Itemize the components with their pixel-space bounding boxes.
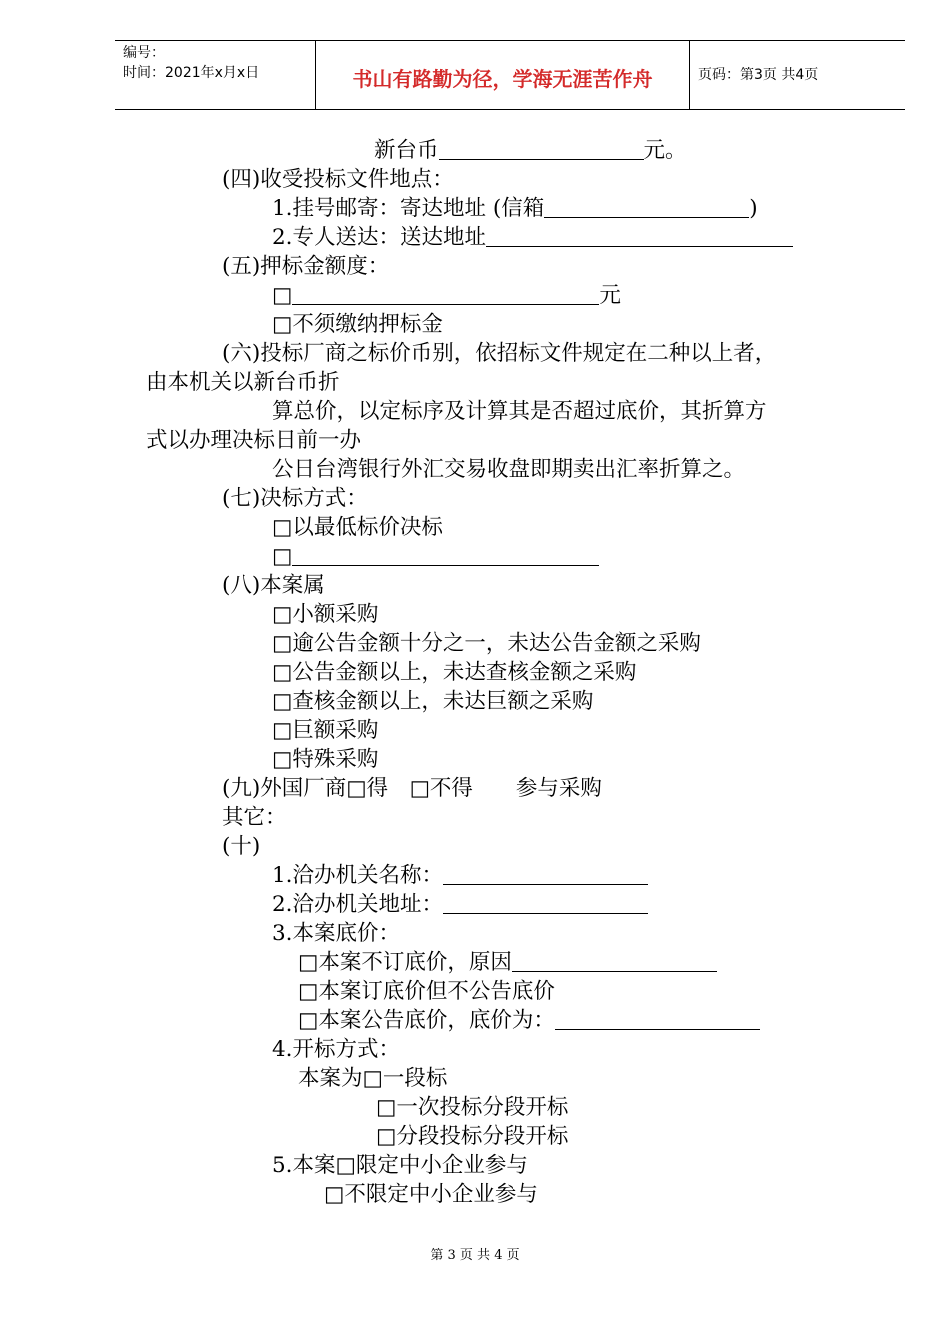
header-meta-cell (115, 41, 316, 109)
checkbox-option: □不须缴纳押标金 (272, 312, 443, 337)
page-footer: 第 3 页 共 4 页 (430, 1248, 520, 1263)
checkbox-option: □本案不订底价，原因 (298, 948, 717, 977)
header-motto: 书山有路勤为径，学海无涯苦作舟 (352, 67, 653, 91)
checkbox-option: □巨额采购 (272, 718, 379, 743)
checkbox-option: □本案订底价但不公告底价 (298, 979, 555, 1004)
checkbox-option: □ (272, 542, 599, 571)
section-heading: (八)本案属 (222, 573, 325, 598)
checkbox-option: □逾公告金额十分之一，未达公告金额之采购 (272, 631, 701, 656)
fill-blank (292, 284, 599, 305)
header-page-cell (690, 41, 905, 109)
doc-time-label: 时间：2021年x月x日 (123, 65, 260, 81)
page-header (115, 40, 905, 110)
checkbox-option: □以最低标价决标 (272, 515, 443, 540)
section-heading: (五)押标金额度： (222, 254, 390, 279)
checkbox-option: □ 元 (272, 283, 621, 308)
checkbox-option: □分段投标分段开标 (376, 1124, 569, 1149)
fill-blank (443, 893, 648, 914)
checkbox-option: □小额采购 (272, 602, 379, 627)
fill-blank (439, 139, 644, 160)
header-page-info: 页码：第3页 共4页 (698, 67, 819, 83)
fill-blank (512, 951, 717, 972)
checkbox-option: □特殊采购 (272, 747, 379, 772)
section-heading: (四)收受投标文件地点： (222, 167, 454, 192)
section-heading: (十) (222, 834, 261, 859)
checkbox-option: 5.本案□限定中小企业参与 (272, 1153, 528, 1178)
body-line: 新台币 元。 (374, 138, 687, 163)
checkbox-option: □本案公告底价，底价为： (298, 1006, 760, 1035)
checkbox-option: □公告金额以上，未达查核金额之采购 (272, 660, 637, 685)
header-motto-cell (316, 41, 690, 109)
body-line: 2.专人送达：送达地址 (272, 223, 793, 252)
fill-blank (292, 545, 599, 566)
doc-number-label: 编号： (123, 45, 165, 61)
body-line: 由本机关以新台币折 (146, 370, 340, 395)
fill-blank (486, 226, 793, 247)
fill-blank (544, 197, 749, 218)
body-line: 4.开标方式： (272, 1037, 401, 1062)
body-line: 3.本案底价： (272, 921, 401, 946)
checkbox-option: 本案为□一段标 (298, 1066, 448, 1091)
checkbox-option: □查核金额以上，未达巨额之采购 (272, 689, 594, 714)
body-line: 公日台湾银行外汇交易收盘即期卖出汇率折算之。 (272, 457, 746, 482)
body-line: 1.洽办机关名称： (272, 861, 648, 890)
body-line: 式以办理决标日前一办 (146, 428, 362, 453)
body-line: 其它： (222, 805, 287, 830)
body-line: 2.洽办机关地址： (272, 890, 648, 919)
fill-blank (555, 1009, 760, 1030)
fill-blank (443, 864, 648, 885)
body-line: 1.挂号邮寄：寄达地址 (信箱 ) (272, 196, 758, 221)
section-heading: (七)决标方式： (222, 486, 368, 511)
section-heading: (六)投标厂商之标价币别，依招标文件规定在二种以上者， (222, 341, 777, 366)
checkbox-option: □不限定中小企业参与 (324, 1182, 538, 1207)
checkbox-option: □一次投标分段开标 (376, 1095, 569, 1120)
body-line: 算总价，以定标序及计算其是否超过底价，其折算方 (272, 399, 767, 424)
section-heading: (九)外国厂商□得 □不得 参与采购 (222, 776, 602, 801)
